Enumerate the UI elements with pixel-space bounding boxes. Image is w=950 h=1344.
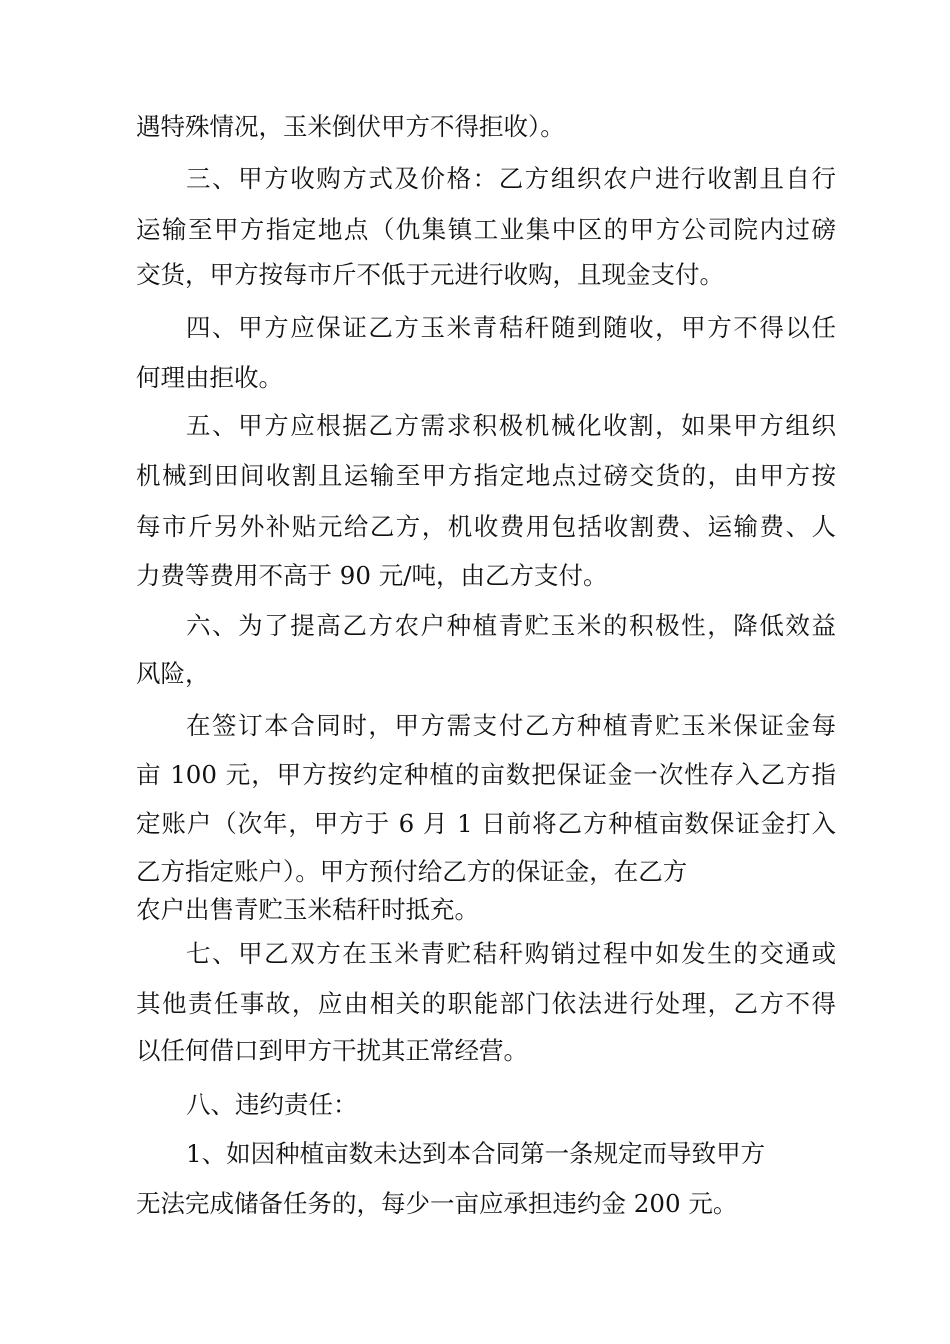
text-line-8: 机械到田间收割且运输至甲方指定地点过磅交货的，由甲方按 [136,461,836,490]
text-line-3: 运输至甲方指定地点（仇集镇工业集中区的甲方公司院内过磅 [136,215,836,244]
text-line-20: 以任何借口到甲方干扰其正常经营。 [136,1036,528,1065]
text-line-18: 七、甲乙双方在玉米青贮秸秆购销过程中如发生的交通或 [186,939,836,968]
text-line-16: 乙方指定账户）。甲方预付给乙方的保证金，在乙方 [136,857,688,886]
text-line-5: 四、甲方应保证乙方玉米青秸秆随到随收，甲方不得以任 [186,313,836,342]
text-line-17: 农户出售青贮玉米秸秆时抵充。 [136,895,479,924]
text-line-14: 亩 100 元，甲方按约定种植的亩数把保证金一次性存入乙方指 [136,760,836,789]
text-line-6: 何理由拒收。 [136,363,283,392]
text-line-13: 在签订本合同时，甲方需支付乙方种植青贮玉米保证金每 [186,711,836,740]
text-line-2: 三、甲方收购方式及价格：乙方组织农户进行收割且自行 [186,164,836,193]
text-line-4: 交货，甲方按每市斤不低于元进行收购，且现金支付。 [136,260,724,289]
text-line-12: 风险， [136,659,210,688]
text-line-19: 其他责任事故，应由相关的职能部门依法进行处理，乙方不得 [136,989,836,1018]
text-line-22: 1、如因种植亩数未达到本合同第一条规定而导致甲方 [186,1139,766,1168]
text-line-21: 八、违约责任： [186,1090,358,1119]
text-line-7: 五、甲方应根据乙方需求积极机械化收割，如果甲方组织 [186,411,836,440]
text-line-23: 无法完成储备任务的，每少一亩应承担违约金 200 元。 [136,1189,738,1218]
text-line-10: 力费等费用不高于 90 元/吨，由乙方支付。 [136,561,608,590]
text-line-9: 每市斤另外补贴元给乙方，机收费用包括收割费、运输费、人 [136,512,836,541]
text-line-1: 遇特殊情况，玉米倒伏甲方不得拒收）。 [136,112,565,141]
text-line-11: 六、为了提高乙方农户种植青贮玉米的积极性，降低效益 [186,611,836,640]
text-line-15: 定账户（次年，甲方于 6 月 1 日前将乙方种植亩数保证金打入 [136,809,836,838]
